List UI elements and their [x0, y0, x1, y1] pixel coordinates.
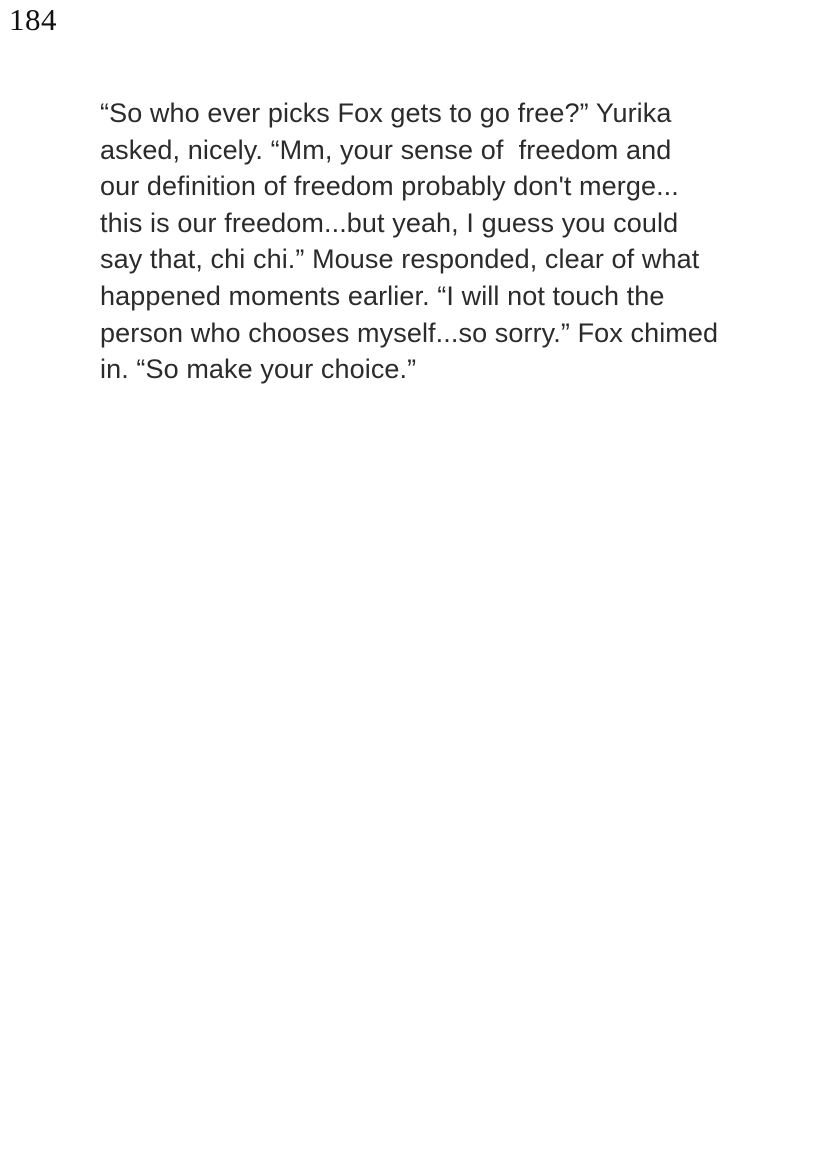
- paragraph-line: say that, chi chi.” Mouse responded, clear of what: [100, 244, 700, 275]
- paragraph-line: this is our freedom...but yeah, I guess you could: [100, 207, 679, 238]
- paragraph-line: asked, nicely. “Mm, your sense of freedom and: [100, 134, 672, 165]
- paragraph-line: person who chooses myself...so sorry.” Fox chimed: [100, 317, 719, 348]
- paragraph-line: “So who ever picks Fox gets to go free?” Yurika: [100, 98, 672, 128]
- paragraph-line: our definition of freedom probably don't merge...: [100, 171, 679, 202]
- paragraph-line: in. “So make your choice.”: [100, 354, 417, 385]
- body-paragraph: [100, 95, 740, 388]
- page-number: 184: [9, 2, 57, 37]
- paragraph-line: happened moments earlier. “I will not touch the: [100, 280, 665, 311]
